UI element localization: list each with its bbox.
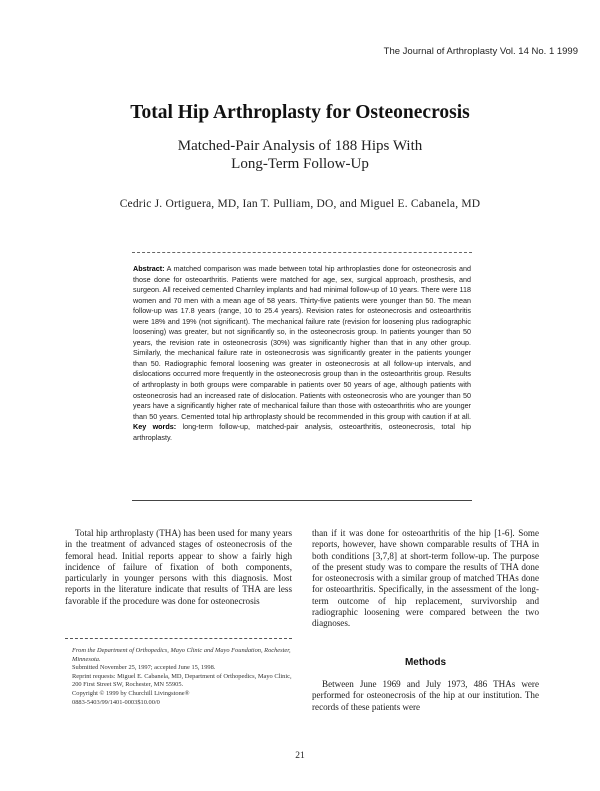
subtitle-line-1: Matched-Pair Analysis of 188 Hips With: [177, 138, 423, 154]
subtitle-line-2: Long-Term Follow-Up: [231, 156, 369, 172]
footnote-issn: 0883-5403/99/1401-0003$10.00/0: [72, 698, 160, 706]
body-right-column: [312, 528, 539, 630]
body-left-column: [65, 528, 292, 607]
article-subtitle: [0, 137, 600, 173]
article-title: Total Hip Arthroplasty for Osteonecrosis: [130, 102, 470, 123]
journal-citation: The Journal of Arthroplasty Vol. 14 No. 1 1999: [383, 46, 578, 57]
footnote-reprint: Reprint requests: Miguel E. Cabanela, MD, Department of Orthopedics, Mayo Clinic, 200 First Street SW, Rochester, MN 55905.: [72, 672, 292, 689]
methods-section: [312, 679, 539, 713]
methods-paragraph: Between June 1969 and July 1973, 486 THAs were performed for osteonecrosis of the hip at our institution. The records of these patients were: [312, 679, 539, 712]
intro-paragraph: Total hip arthroplasty (THA) has been used for many years in the treatment of advanced stages of osteonecrosis of the femoral head. Initial reports appear to show a fairly high incidence of failure of fixation of both components, particularly in younger persons with this diagnosis. Most reports in the literature indicate that results of THA are less favorable if the procedure was done for osteonecrosis: [65, 528, 292, 606]
page-number: 21: [295, 751, 305, 761]
abstract-label: Abstract:: [133, 264, 165, 273]
footnote-copyright: Copyright © 1999 by Churchill Livingstone®: [72, 689, 190, 697]
keywords-text: long-term follow-up, matched-pair analysis, osteoarthritis, osteonecrosis, total hip arthroplasty.: [133, 422, 471, 442]
intro-continuation: than if it was done for osteoarthritis of the hip [1-6]. Some reports, however, have shown comparable results of THA in both conditions [3,7,8] at short-term follow-up. The purpose of the present study was to compare the results of THA done for osteonecrosis with a similar group of matched THAs done for osteoarthritis. Specifically, in the assessment of the long-term outcome of hip replacement, survivorship and radiographic loosening were compared between the two diagnoses.: [312, 528, 539, 629]
footnote-affiliation: From the Department of Orthopedics, Mayo Clinic and Mayo Foundation, Rochester, Minnesota.: [72, 647, 291, 663]
abstract-block: [133, 264, 471, 443]
abstract-top-rule: [132, 252, 472, 253]
author-list: Cedric J. Ortiguera, MD, Ian T. Pulliam, DO, and Miguel E. Cabanela, MD: [119, 198, 481, 210]
abstract-text: A matched comparison was made between total hip arthroplasties done for osteonecrosis and those done for osteoarthritis. Patients were matched for age, sex, surgical approach, prosthesis, and surgeon. All received cemented Charnley implants and had minimal follow-up of 10 years. There were 118 women and 70 men with a mean age of 58 years. Thirty-five patients were younger than 50. The mean follow-up was 17.8 years (range, 10 to 25.4 years). Revision rates for osteonecrosis and osteoarthritis were 18% and 19% (not significant). The mechanical failure rate (revision for loosening plus radiographic loosening) was greater, but not significantly so, in the osteonecrosis group. In patients younger than 50 years, the revision rate in osteonecrosis (30%) was significantly higher than that in any other group. Similarly, the mechanical failure rate in osteonecrosis was significantly greater in the patients younger than 50. Radiographic femoral loosening was greater in osteonecrosis at all follow-up intervals, and dislocations occurred more frequently in the osteonecrosis group than in the osteoarthritis group. Results of arthroplasty in both groups were comparable in patients over 50 years of age, although patients with osteonecrosis had an increased rate of dislocation. Patients with osteonecrosis who are younger than 50 years have a significantly higher rate of mechanical failure than those with osteoarthritis who are younger than 50 years. Cemented total hip arthroplasty should be recommended in this group with caution if at all.: [133, 264, 471, 421]
keywords-label: Key words:: [133, 422, 177, 432]
abstract-bottom-rule: [132, 500, 472, 501]
footnotes: [72, 647, 292, 707]
footnote-rule: [65, 638, 292, 639]
methods-heading: Methods: [404, 657, 447, 668]
footnote-submitted: Submitted November 25, 1997; accepted June 15, 1998.: [72, 664, 216, 672]
